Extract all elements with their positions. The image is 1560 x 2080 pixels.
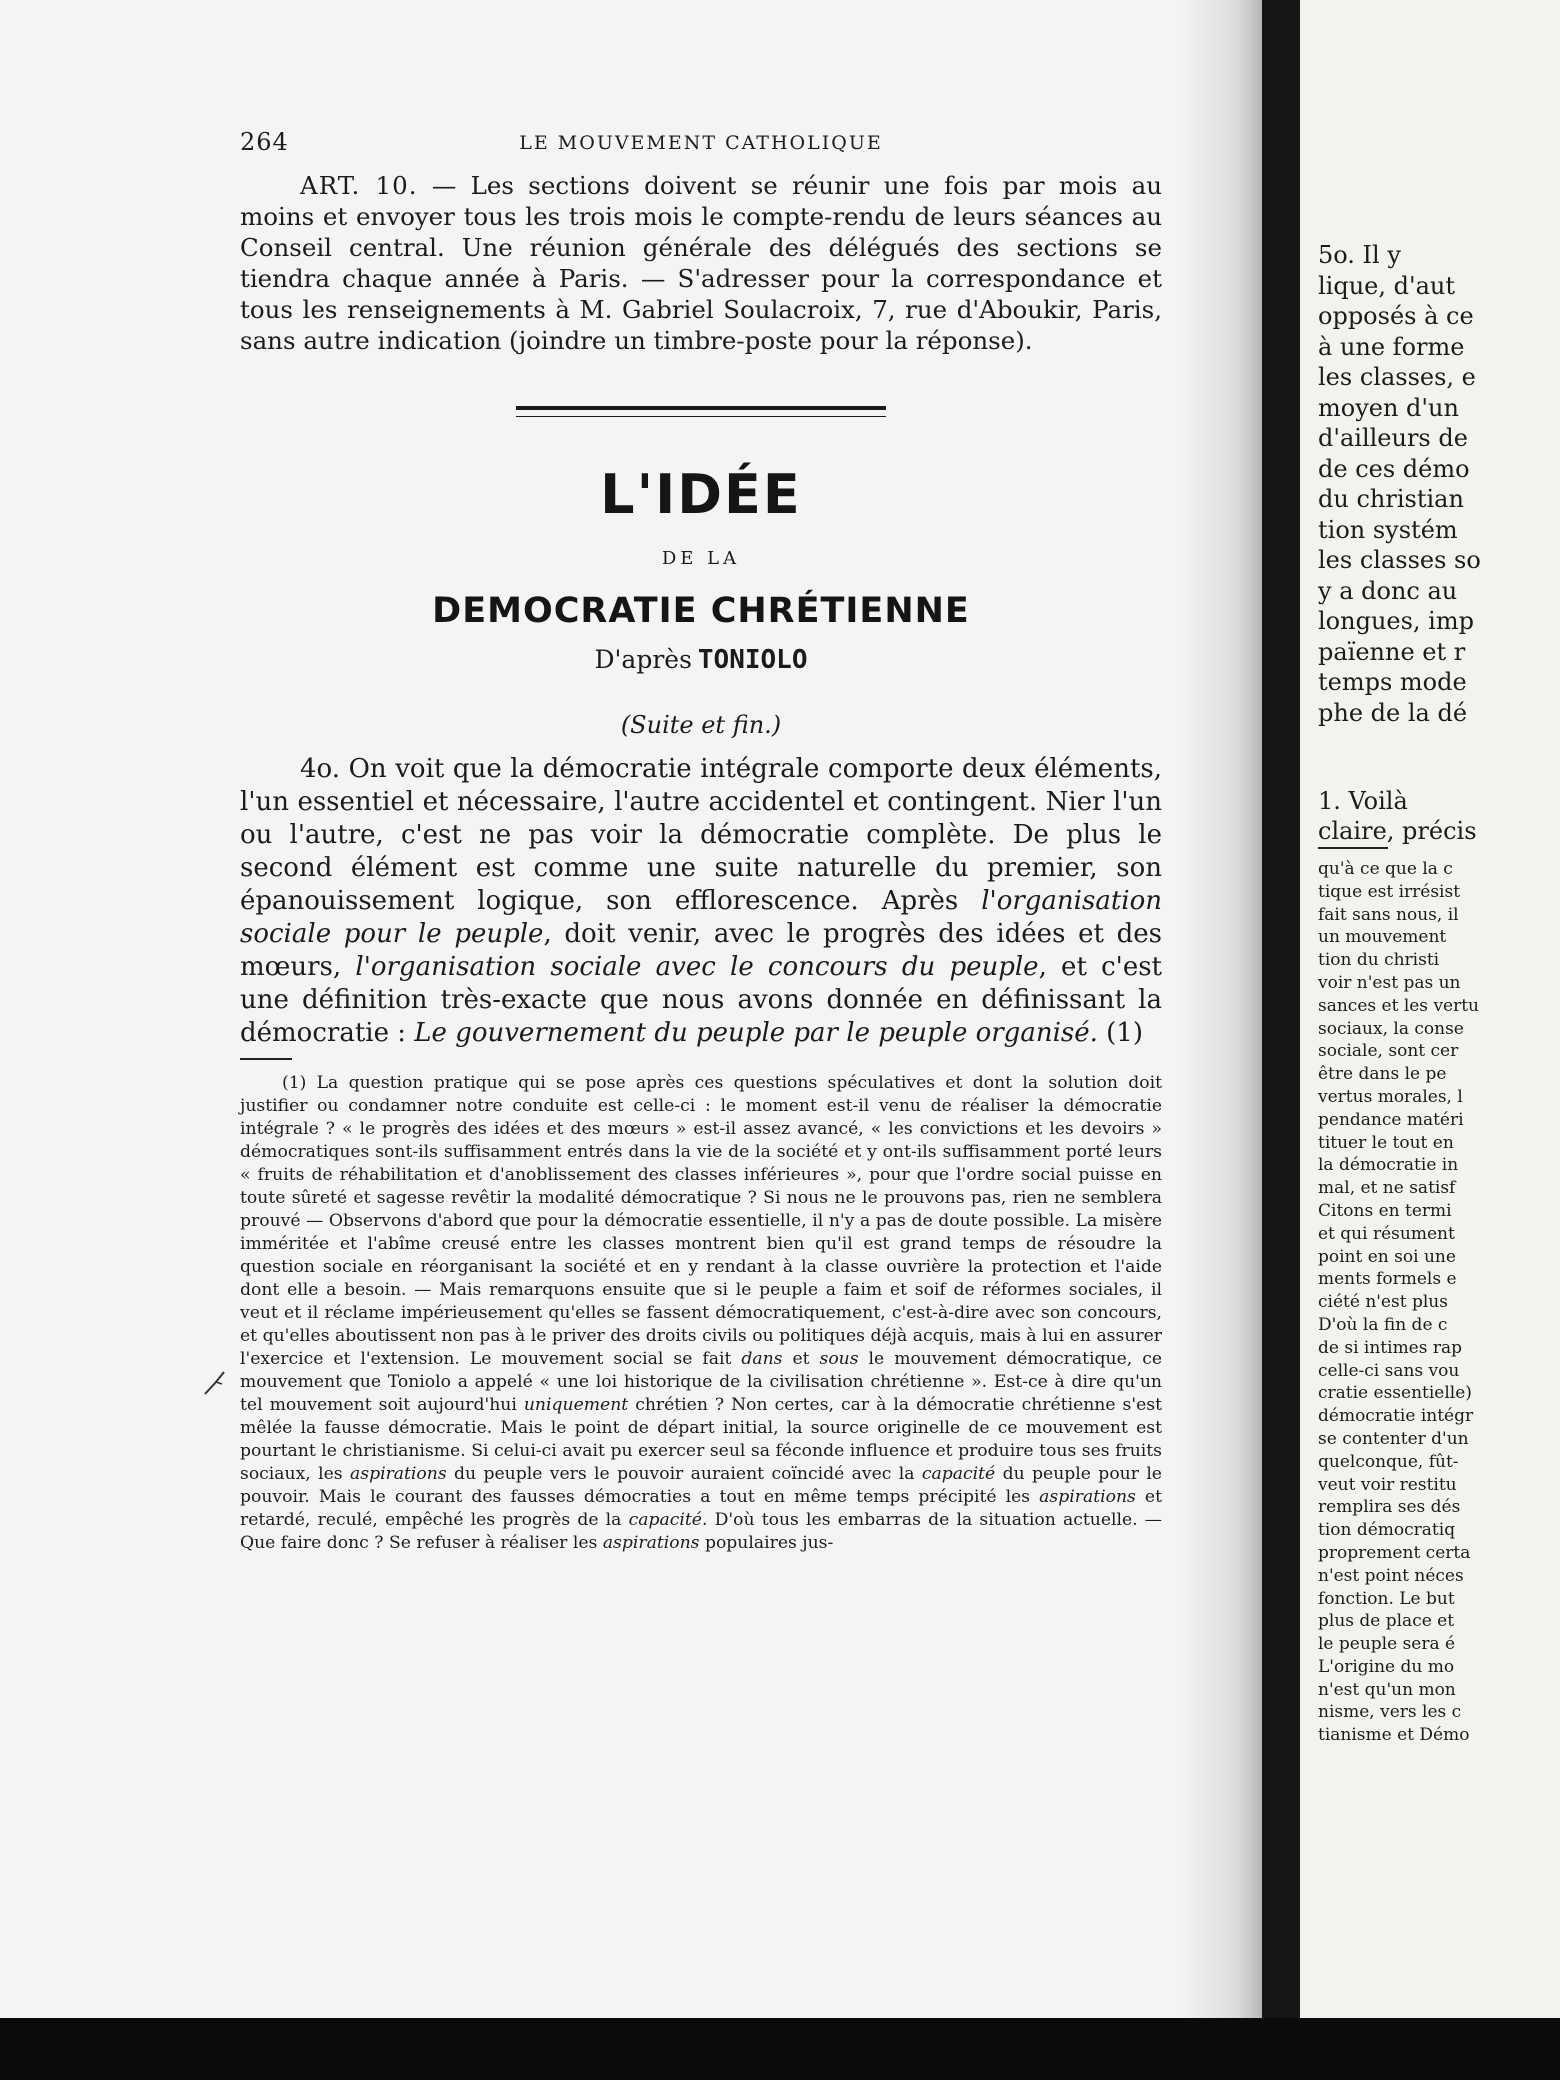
gutter-shadow	[1180, 0, 1262, 2018]
right-page-text-line: païenne et r	[1318, 637, 1466, 666]
article-text: — Les sections doivent se réunir une fois par mois au moins et envoyer tous les trois mois le compte-rendu de leurs séances au Conseil central. Une réunion générale des délégués des sections se tiendra chaque année à Paris. — S'adresser pour la correspondance et tous les renseignements à M. Gabriel Soulacroix, 7, rue d'Aboukir, Paris, sans autre indication (joindre un timbre-poste pour la réponse).	[240, 171, 1162, 355]
right-page-footnote-line: et qui résument	[1318, 1223, 1455, 1244]
author-line	[240, 645, 1162, 675]
right-page-footnote-line: plus de place et	[1318, 1611, 1455, 1632]
author-name: TONIOLO	[697, 645, 808, 675]
right-page-text-line: opposés à ce	[1318, 302, 1474, 330]
divider-thin-rule	[516, 416, 886, 417]
right-page-text-line: les classes, e	[1318, 363, 1476, 391]
fn-text-5: du peuple vers le pouvoir auraient coïncidé avec la	[446, 1464, 922, 1484]
right-page-text-line: temps mode	[1318, 668, 1467, 696]
right-page-footnote	[1318, 858, 1479, 1747]
fn-text-8: . D'où tous les embarras de la situation actuelle. — Que faire donc ? Se refuser à réaliser les	[240, 1510, 1162, 1553]
right-page	[1300, 0, 1560, 2018]
right-page-footnote-line: quelconque, fût-	[1318, 1451, 1459, 1472]
p40-italic-1: l'organisation sociale pour le peuple	[240, 886, 1162, 949]
left-page-content	[240, 120, 1162, 1555]
right-page-text-line: 5o. Il y	[1318, 241, 1401, 269]
right-page-footnote-line: ments formels e	[1318, 1269, 1457, 1290]
fn-text-4: chrétien ? Non certes, car à la démocratie chrétienne s'est mêlée la fausse démocratie. Mais le point de départ initial, la source originelle de ce mouvement est pourtant le christianisme. Si celui-ci avait pu exercer seul sa féconde influence et produire tous ses fruits sociaux, les	[240, 1395, 1162, 1484]
right-page-text-line: longues, imp	[1318, 607, 1474, 635]
right-page-footnote-line: fonction. Le but	[1318, 1588, 1455, 1609]
right-page-footnote-line: sociale, sont cer	[1318, 1041, 1459, 1062]
fn-text-6: du peuple pour le pouvoir. Mais le courant des fausses démocraties a tout en même temps précipité les	[240, 1464, 1162, 1507]
right-page-footnote-line: tituer le tout en	[1318, 1132, 1454, 1153]
fn-text-3: le mouvement démocratique, ce mouvement que Toniolo a appelé « une loi historique de la civilisation chrétienne ». Est-ce à dire qu'un tel mouvement soit aujourd'hui	[240, 1349, 1162, 1415]
right-page-footnote-line: cratie essentielle)	[1318, 1383, 1472, 1404]
right-page-footnote-line: fait sans nous, il	[1318, 904, 1459, 925]
fn-italic-2: sous	[819, 1349, 859, 1369]
article-10-paragraph	[240, 170, 1162, 356]
fn-italic-5: capacité	[921, 1464, 996, 1484]
bottom-border	[0, 2018, 1560, 2080]
p40-text-2: , doit venir, avec le progrès des idées et des mœurs,	[240, 919, 1162, 982]
right-page-footnote-line: de si intimes rap	[1318, 1337, 1463, 1358]
right-page-footnote-line: D'où la fin de c	[1318, 1314, 1448, 1335]
right-page-footnote-line: qu'à ce que la c	[1318, 859, 1453, 879]
fn-italic-1: dans	[741, 1349, 783, 1369]
right-page-footnote-line: mal, et ne satisf	[1318, 1178, 1456, 1199]
continuation-note: (Suite et fin.)	[620, 711, 782, 739]
fn-italic-4: aspirations	[350, 1464, 447, 1484]
right-page-footnote-line: démocratie intégr	[1318, 1406, 1474, 1427]
right-page-footnote-line: pendance matéri	[1318, 1109, 1464, 1130]
right-page-footnote-line: sances et les vertu	[1318, 995, 1480, 1016]
right-page-section	[1318, 786, 1477, 846]
p40-italic-2: l'organisation sociale avec le concours du peuple	[355, 952, 1039, 982]
fn-italic-3: uniquement	[523, 1395, 629, 1415]
article-title: L'IDÉE	[600, 463, 802, 526]
article-label: ART. 10.	[300, 171, 418, 200]
journal-title: LE MOUVEMENT CATHOLIQUE	[519, 132, 883, 154]
footnote-rule	[240, 1058, 292, 1060]
fn-italic-6: aspirations	[1039, 1487, 1136, 1507]
right-page-footnote-line: tique est irrésist	[1318, 881, 1461, 902]
divider-thick-rule	[516, 406, 886, 410]
right-page-text-line: tion systém	[1318, 515, 1458, 544]
right-page-footnote-line: vertus morales, l	[1318, 1086, 1463, 1107]
fn-text-9: populaires jus-	[699, 1533, 834, 1553]
p40-footnote-ref: (1)	[1097, 1018, 1143, 1048]
right-page-text-line: y a donc au	[1318, 576, 1458, 605]
right-page-footnote-line: point en soi une	[1318, 1246, 1456, 1267]
right-page-footnote-line: le peuple sera é	[1318, 1634, 1456, 1655]
right-page-footnote-line: tion du christi	[1318, 950, 1440, 971]
right-page-text-line: phe de la dé	[1318, 698, 1468, 727]
right-page-footnote-line: tianisme et Démo	[1318, 1725, 1470, 1746]
title-connector: DE LA	[661, 548, 741, 569]
fn-italic-7: capacité	[628, 1510, 702, 1530]
fn-italic-8: aspirations	[602, 1533, 700, 1553]
right-page-footnote-line: celle-ci sans vou	[1318, 1360, 1460, 1381]
right-page-footnote-line: remplira ses dés	[1318, 1497, 1461, 1518]
right-page-text-line: les classes so	[1318, 546, 1481, 574]
right-page-footnote-line: n'est point néces	[1318, 1565, 1464, 1586]
right-page-footnote-line: proprement certa	[1318, 1542, 1471, 1563]
running-head	[240, 120, 1162, 156]
right-page-footnote-line: ciété n'est plus	[1318, 1292, 1448, 1313]
right-page-footnote-line: sociaux, la conse	[1318, 1018, 1464, 1039]
right-page-text-line: de ces démo	[1318, 454, 1470, 483]
right-page-footnote-line: n'est qu'un mon	[1318, 1679, 1456, 1700]
book-gutter	[1262, 0, 1300, 2018]
p40-italic-3: Le gouvernement du peuple par le peuple organisé.	[414, 1018, 1098, 1048]
p40-text-3: , et c'est une définition très-exacte que nous avons donnée en définissant la démocratie :	[240, 952, 1163, 1048]
after-word: D'après	[594, 645, 692, 674]
right-footnote-rule	[1318, 847, 1388, 849]
p40-text-1: 4o. On voit que la démocratie intégrale comporte deux éléments, l'un essentiel et nécessaire, l'autre accidentel et contingent. Nier l'un ou l'autre, c'est ne pas voir la démocratie complète. De plus le second élément est comme une suite naturelle du premier, son épanouissement logique, son efflorescence. Après	[240, 754, 1162, 916]
right-page-text-line: du christian	[1318, 485, 1464, 513]
right-page-footnote-line: nisme, vers les c	[1318, 1702, 1462, 1723]
right-page-section-line: claire, précis	[1318, 817, 1477, 845]
fn-text-1: (1) La question pratique qui se pose après ces questions spéculatives et dont la solution doit justifier ou condamner notre conduite est celle-ci : le moment est-il venu de réaliser la démocratie intégrale ? « le progrès des idées et des mœurs » est-il assez avancé, « les convictions et les devoirs » démocratiques sont-ils suffisamment entrés dans la vie de la société et y ont-ils suffisamment porté leurs « fruits de réhabilitation et d'anoblissement des classes inférieures », pour que l'ordre social puisse en toute sûreté et sagesse revêtir la modalité démocratique ? Si nous ne le prouvons pas, rien ne semblera prouvé — Observons d'abord que pour la démocratie essentielle, il n'y a pas de doute possible. La misère imméritée et l'abîme creusé entre les classes montrent bien qu'il est grand temps de résoudre la question sociale en réorganisant la société et en y rendant à la classe ouvrière la protection et l'aide dont elle a besoin. — Mais remarquons ensuite que si le peuple a faim et soif de réformes sociales, il veut et il réclame impérieusement qu'elles se fassent démocratiquement, c'est-à-dire avec son concours, et qu'elles aboutissent non pas à le priver des droits civils ou politiques déjà acquis, mais à lui en assurer l'exercice et l'extension. Le mouvement social se fait	[240, 1073, 1162, 1369]
right-page-footnote-line: voir n'est pas un	[1318, 972, 1461, 993]
article-subject: DEMOCRATIE CHRÉTIENNE	[432, 591, 970, 631]
right-page-section-line: 1. Voilà	[1318, 787, 1408, 815]
right-page-text-line: moyen d'un	[1318, 393, 1459, 422]
pencil-mark-icon	[202, 1368, 230, 1398]
paragraph-40	[240, 753, 1162, 1050]
right-page-text-line: à une forme	[1318, 332, 1465, 361]
footnote-1	[240, 1072, 1162, 1555]
right-page-footnote-line: se contenter d'un	[1318, 1428, 1469, 1449]
right-page-footnote-line: Citons en termi	[1318, 1200, 1452, 1221]
right-page-footnote-line: tion démocratiq	[1318, 1520, 1456, 1541]
right-page-footnote-line: la démocratie in	[1318, 1155, 1459, 1176]
right-page-footnote-line: veut voir restitu	[1318, 1474, 1457, 1495]
section-divider	[516, 406, 886, 417]
right-page-footnote-line: un mouvement	[1318, 927, 1447, 948]
right-page-footnote-line: L'origine du mo	[1318, 1656, 1455, 1677]
right-page-text-line: d'ailleurs de	[1318, 424, 1468, 452]
fn-text-7: et retardé, reculé, empêché les progrès de la	[240, 1487, 1162, 1530]
page-number: 264	[240, 128, 289, 156]
right-page-footnote-line: être dans le pe	[1318, 1064, 1447, 1085]
right-page-text	[1318, 240, 1560, 728]
fn-text-2: et	[782, 1349, 820, 1369]
right-page-text-line: lique, d'aut	[1318, 271, 1456, 300]
